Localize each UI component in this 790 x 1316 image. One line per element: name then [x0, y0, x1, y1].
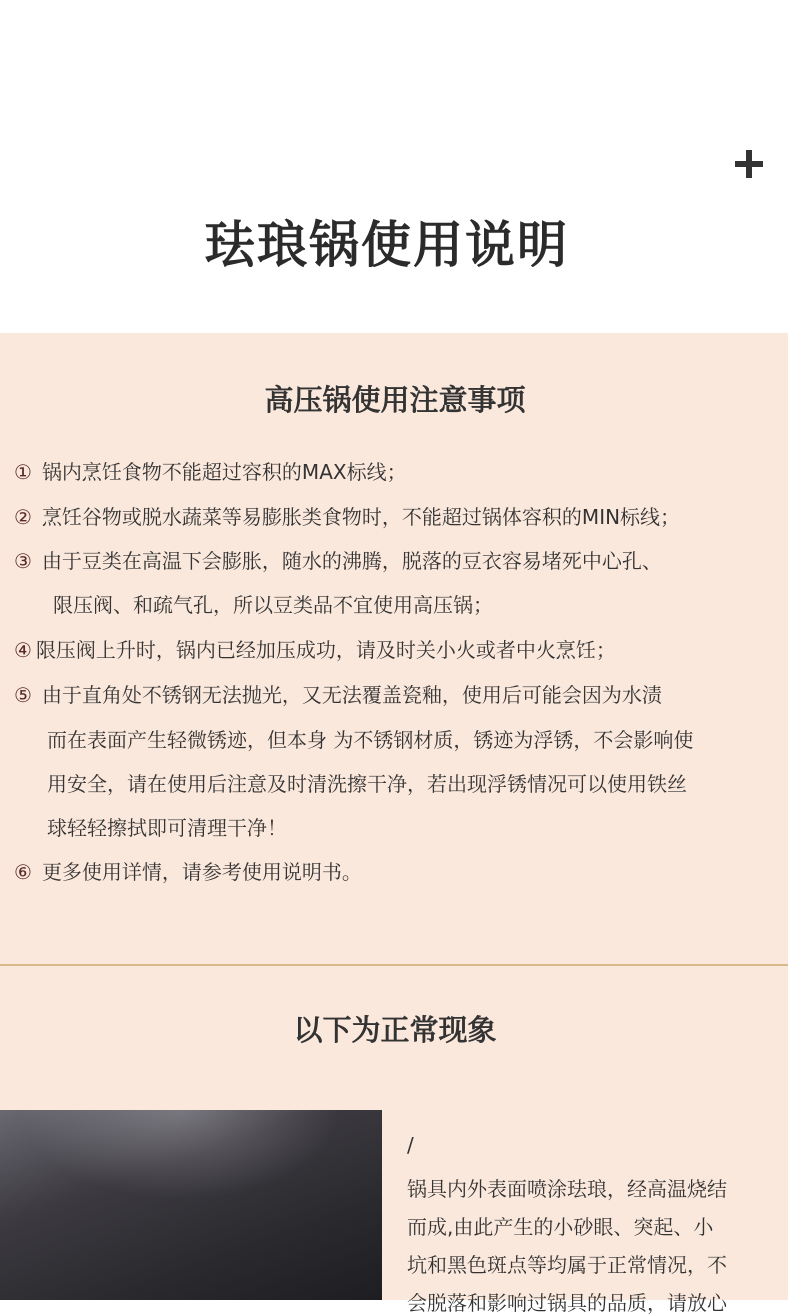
note-text-continued: 限压阀、和疏气孔，所以豆类品不宜使用高压锅；	[53, 593, 493, 617]
note-number: ①	[14, 460, 32, 484]
plus-icon[interactable]	[735, 150, 763, 178]
section-divider	[0, 964, 788, 966]
page-title: 珐琅锅使用说明	[205, 216, 569, 274]
notes-title: 高压锅使用注意事项	[264, 383, 526, 417]
photo-highlight	[20, 1110, 340, 1200]
note-text: 锅内烹饪食物不能超过容积的MAX标线；	[41, 460, 407, 484]
note-text-continued: 用安全，请在使用后注意及时清洗擦干净，若出现浮锈情况可以使用铁丝	[47, 772, 687, 796]
note-text-continued: 而在表面产生轻微锈迹，但本身 为不锈钢材质，锈迹为浮锈，不会影响使	[47, 728, 694, 752]
note-number: ③	[14, 549, 32, 573]
pot-surface-photo	[0, 1110, 382, 1300]
note-item-5	[14, 683, 662, 707]
note-text: 更多使用详情，请参考使用说明书。	[41, 860, 362, 884]
header-area	[0, 0, 790, 333]
normal-title: 以下为正常现象	[293, 1013, 497, 1047]
note-text: 限压阀上升时，锅内已经加压成功，请及时关小火或者中火烹饪；	[35, 638, 616, 662]
note-item-2	[14, 505, 680, 529]
normal-text-line: 坑和黑色斑点等均属于正常情况，不	[407, 1253, 727, 1277]
note-item-1	[14, 460, 407, 484]
normal-text-line: 而成,由此产生的小砂眼、突起、小	[407, 1215, 714, 1239]
note-text: 由于直角处不锈钢无法抛光，又无法覆盖瓷釉，使用后可能会因为水渍	[41, 683, 662, 707]
note-number: ⑤	[14, 683, 32, 707]
note-number: ⑥	[14, 860, 32, 884]
normal-text-line: 会脱落和影响过锅具的品质，请放心	[407, 1291, 727, 1315]
note-text-continued: 球轻轻擦拭即可清理干净！	[47, 816, 287, 840]
note-number: ②	[14, 505, 32, 529]
note-text: 由于豆类在高温下会膨胀，随水的沸腾，脱落的豆衣容易堵死中心孔、	[41, 549, 662, 573]
note-item-3	[14, 549, 662, 573]
note-text: 烹饪谷物或脱水蔬菜等易膨胀类食物时，不能超过锅体容积的MIN标线；	[41, 505, 681, 529]
normal-text-line: 锅具内外表面喷涂珐琅，经高温烧结	[407, 1177, 727, 1201]
note-item-4	[14, 638, 616, 662]
normal-slash: /	[407, 1133, 414, 1157]
note-item-6	[14, 860, 362, 884]
note-number: ④	[14, 638, 32, 662]
